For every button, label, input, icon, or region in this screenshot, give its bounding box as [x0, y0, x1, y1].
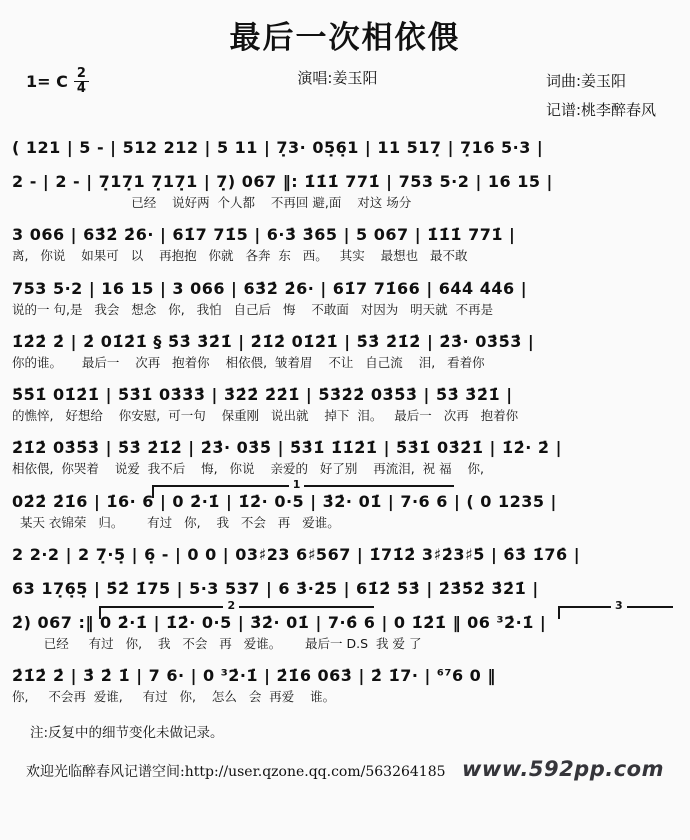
score-line-4: [12, 279, 678, 318]
score-line-5: [12, 332, 678, 371]
score-line-9: [12, 545, 678, 565]
key-signature: 1= C: [26, 71, 68, 91]
site-url-text: 欢迎光临醉春风记谱空间:http://user.qzone.qq.com/563264185: [26, 764, 446, 781]
ending-number: 1: [289, 479, 305, 490]
ending-number: 2: [223, 600, 239, 611]
notation-line: 753 5·2 | 16 15 | 3 066 | 63̇2̇ 2̇6· | 61̇7 71̇66 | 64̇4̇ 4̇4̇6 |: [12, 278, 528, 298]
composer-credit: 词曲:姜玉阳: [545, 72, 626, 90]
notation-line: 2̇1̇2̇ 03̇5̇3̇ | 5̇3̇ 2̇1̇2̇ | 2̇3̇· 03̇5̇ | 5̇3̇1̇ 1̇1̇2̇1̇ | 5̇3̇1̇ 03̇2̇1̇ | 1̇2̇· 2̇ |: [12, 438, 562, 458]
lyrics-line: 你, 不会再 爱谁, 有过 你, 怎么 会 再爱 谁。: [12, 689, 336, 704]
first-ending-bracket: [152, 477, 454, 498]
score-line-10: [12, 579, 678, 599]
credits: [546, 67, 656, 124]
footer: [26, 757, 664, 781]
time-signature-denominator: 4: [76, 80, 86, 96]
time-signature: [74, 67, 89, 95]
score-line-6: [12, 385, 678, 424]
lyrics-line: 你的谁。 最后一 次再 抱着你 相依偎, 皱着眉 不让 自己流 泪, 看着你: [12, 354, 485, 370]
remark-note: 注:反复中的细节变化未做记录。: [30, 725, 224, 742]
lyrics-line: 某天 衣锦荣 归。 有过 你, 我 不会 再 爱谁。: [12, 514, 340, 530]
lyrics-line: 相依偎, 你哭着 说爱 我不后 悔, 你说 亲爱的 好了别 再流泪, 祝 福 你,: [12, 461, 485, 477]
notation-line: 63 17̣6̣5̣ | 5̇2̇ 1̇75 | 5·3 537 | 6 3̇·2̇5 | 61̇2̇ 5̇3̇ | 2̇3̇5̇2̇ 3̇2̇1̇ |: [12, 578, 539, 598]
lyrics-line: 离, 你说 如果可 以 再抱抱 你就 各奔 东 西。 其实 最想也 最不敢: [12, 248, 468, 264]
notation-line: 1̇2̇2̇ 2̇ | 2̇ 01̇2̇1̇ § 5̇3̇ 3̇2̇1̇ | 2̇1̇2̇ 01̇2̇1̇ | 5̇3̇ 2̇1̇2̇ | 2̇3̇· 03̇5̇3̇ |: [12, 331, 535, 351]
notation-line: 3 066 | 63̇2̇ 2̇6· | 61̇7 71̇5 | 6·3̇ 3̇65 | 5 067 | 1̇1̇1̇ 771̇ |: [12, 225, 516, 245]
score-line-12: [12, 666, 678, 705]
notation-line: 2 - | 2 - | 7̣17̣1 7̣17̣1 | 7̣) 067 ‖: 1̇1̇1̇ 771̇ | 753 5·2 | 16 15 |: [12, 172, 553, 191]
notation-line: 02̇2̇ 2̇1̇6 | 1̇6· 6 | 0 2̇·1̇ | 1̇2̇· 0·5 | 3̇2̇· 01̇ | 7·6 6 | ( 0 1235 |: [12, 491, 557, 511]
watermark: www.592pp.com: [462, 757, 664, 782]
key-time-signature: [26, 67, 89, 95]
score-line-1: [12, 138, 678, 158]
meta-row: [26, 67, 656, 124]
score-line-7: [12, 438, 678, 477]
transcriber-credit: 记谱:桃李醉春风: [545, 100, 656, 119]
ending-number: 3: [611, 600, 627, 611]
lyrics-line: 的憔悴, 好想给 你安慰, 可一句 保重刚 说出就 掉下 泪。 最后一 次再 抱着你: [12, 408, 519, 423]
page-title: 最后一次相依偎: [229, 20, 461, 56]
score-line-2: [12, 172, 678, 211]
score-line-8: [12, 477, 678, 531]
score-line-3: [12, 225, 678, 264]
third-ending-bracket: [558, 598, 673, 619]
notation-line: 2̇) 067 :‖ 0 2̇·1̇ | 1̇2̇· 0·5 | 3̇2̇· 01̇ | 7·6̇ 6 | 0 1̇2̇1̇ ‖ 06 ³2̇·1̇ |: [12, 612, 547, 632]
sheet-music-page: [0, 12, 690, 840]
score: [12, 138, 678, 705]
lyrics-line: 说的一 句,是 我会 想念 你, 我怕 自己后 悔 不敢面 对因为 明天就 不再是: [12, 301, 494, 317]
time-signature-numerator: 2: [74, 67, 89, 82]
lyrics-line: 已经 说好两 个人都 不再回 避,面 对这 场分: [12, 195, 412, 210]
lyrics-line: 已经 有过 你, 我 不会 再 爱谁。 最后一 D.S 我 爱 了: [12, 635, 422, 651]
score-line-11: [12, 598, 678, 652]
second-ending-bracket: [99, 598, 374, 619]
singer-credit: 演唱:姜玉阳: [297, 69, 378, 87]
notation-line: 5̇5̇1̇ 01̇2̇1̇ | 5̇3̇1̇ 03̇3̇3̇ | 3̇2̇2̇ 2̇2̇1̇ | 5̇3̇2̇2̇ 03̇5̇3̇ | 5̇3̇ 3̇2̇1̇ |: [12, 385, 513, 404]
notation-line: 2̇1̇2̇ 2̇ | 3̇ 2̇ 1̇ | 7 6· | 0 ³2̇·1̇ | 2̇1̇6 063̇ | 2̇ 1̇7· | ⁶⁷6 0 ‖: [12, 666, 496, 685]
notation-line: ( 121 | 5 - | 512 212 | 5 11 | 7̣3· 05̣6̣1 | 11 517̣ | 7̣16 5·3 |: [12, 138, 544, 157]
notation-line: 2 2·2 | 2 7̣·5̣ | 6̣ - | 0 0 | 03♯23 6♯567 | 1̇71̇2̇ 3♯2̇3♯5̇ | 6̇3̇ 1̇76̇ |: [12, 544, 581, 564]
